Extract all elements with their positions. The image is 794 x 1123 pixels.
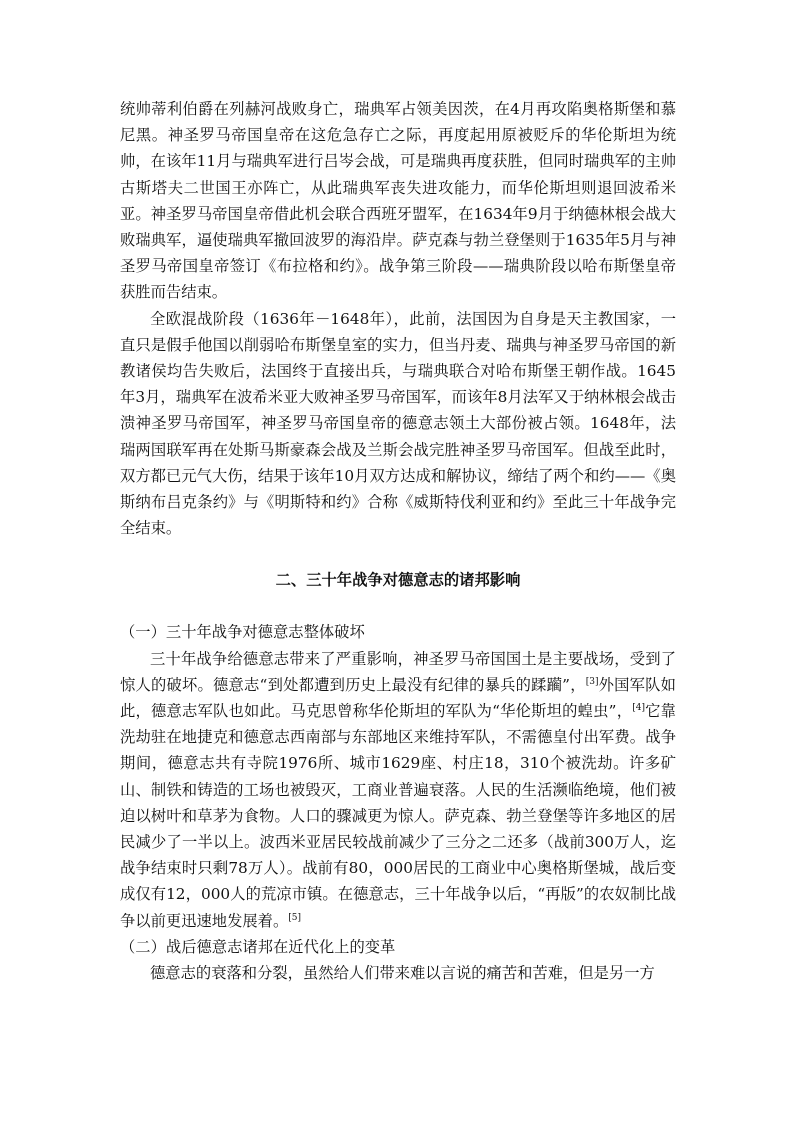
paragraph-text: 它靠洗劫驻在地捷克和德意志西南部与东部地区来维持军队，不需德皇付出军费。战争期间，德意志共有寺院1976所、城市1629座、村庄18，310个被洗劫。许多矿山、制铁和铸造的工场也被毁灭，工商业普遍衰落。人民的生活濒临绝境，他们被迫以树叶和草茅为食物。人口的骤减更为惊人。萨克森、勃兰登堡等许多地区的居民减少了一半以上。波西米亚居民较战前减少了三分之二还多（战前300万人，迄战争结束时只剩78万人）。战前有80，000居民的工商业中心奥格斯堡城，战后变成仅有12，000人的荒凉市镇。在德意志，三十年战争以后，“再版”的农奴制比战争以前更迅速地发展着。 bbox=[120, 702, 676, 930]
document-page bbox=[120, 96, 676, 986]
paragraph-text: 外国军队如此，德意志军队也如此。马克思曾称华伦斯坦的军队为“华伦斯坦的蝗虫”， bbox=[120, 675, 676, 721]
footnote-ref: [3] bbox=[585, 676, 599, 687]
subsection-modernization bbox=[120, 934, 676, 986]
section-title: 二、三十年战争对德意志的诸邦影响 bbox=[275, 571, 521, 590]
subsection-overall-destruction bbox=[120, 619, 676, 933]
paragraph-all-europe-phase: 全欧混战阶段（1636年－1648年），此前，法国因为自身是天主教国家，一直只是假手他国以削弱哈布斯堡皇室的实力，但当丹麦、瑞典与神圣罗马帝国的新教诸侯均告失败后，法国终于直接出兵，与瑞典联合对哈布斯堡王朝作战。1645年3月，瑞典军在波希米亚大败神圣罗马帝国军，而该年8月法军又于纳林根会战击溃神圣罗马帝国军，神圣罗马帝国皇帝的德意志领土大部份被占领。1648年，法瑞两国联军再在处斯马斯豪森会战及兰斯会战完胜神圣罗马帝国军。但战至此时，双方都已元气大伤，结果于该年10月双方达成和解协议，缔结了两个和约——《奥斯纳布吕克条约》与《明斯特和约》合称《威斯特伐利亚和约》至此三十年战争完全结束。 bbox=[120, 309, 676, 538]
subsection-heading: （二）战后德意志诸邦在近代化上的变革 bbox=[120, 937, 396, 956]
paragraph-modernization: 德意志的衰落和分裂，虽然给人们带来难以言说的痛苦和苦难，但是另一方 bbox=[150, 964, 655, 983]
subsection-heading: （一）三十年战争对德意志整体破坏 bbox=[120, 623, 365, 642]
paragraph-destruction bbox=[120, 646, 676, 934]
footnote-ref: [4] bbox=[632, 703, 645, 714]
paragraph-text: 三十年战争给德意志带来了严重影响，神圣罗马帝国国土是主要战场，受到了惊人的破坏。德意志“到处都遭到历史上最没有纪律的暴兵的蹂躏”， bbox=[120, 649, 676, 694]
paragraph-swedish-phase-end: 统帅蒂利伯爵在列赫河战败身亡，瑞典军占领美因茨，在4月再攻陷奥格斯堡和慕尼黑。神圣罗马帝国皇帝在这危急存亡之际，再度起用原被贬斥的华伦斯坦为统帅，在该年11月与瑞典军进行吕岑会战，可是瑞典再度获胜，但同时瑞典军的主帅古斯塔夫二世国王亦阵亡，从此瑞典军丧失进攻能力，而华伦斯坦则退回波希米亚。神圣罗马帝国皇帝借此机会联合西班牙盟军，在1634年9月于纳德林根会战大败瑞典军，逼使瑞典军撤回波罗的海沿岸。萨克森与勃兰登堡则于1635年5月与神圣罗马帝国皇帝签订《布拉格和约》。战争第三阶段——瑞典阶段以哈布斯堡皇帝获胜而告结束。 bbox=[120, 100, 676, 302]
footnote-ref: [5] bbox=[288, 912, 302, 923]
